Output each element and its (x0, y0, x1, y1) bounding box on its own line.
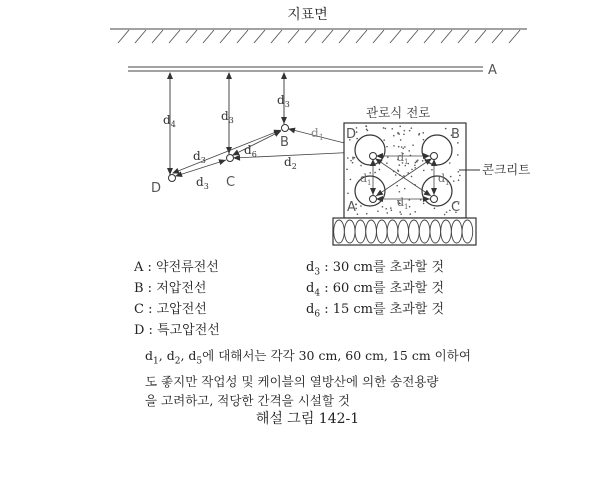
cable-d (169, 175, 176, 182)
concrete-label: 콘크리트 (482, 162, 531, 177)
duct-bank (344, 123, 466, 218)
note-line-2: 도 좋지만 작업성 및 케이블의 열방산에 의한 송전용량 (145, 373, 439, 389)
svg-text:A: A (347, 200, 356, 215)
duct-pipe-d (355, 135, 385, 165)
cable-b (282, 125, 289, 132)
legend-d4: $d_4$ : 60 cm를 초과할 것 (306, 281, 445, 299)
d6-label: $d_6$ (244, 143, 257, 159)
explanation-note (145, 346, 515, 410)
legend-c: C : 고압전선 (134, 302, 207, 317)
legend-a: A : 약전류전선 (134, 260, 219, 275)
d-label-lower: $d_2$ (284, 155, 297, 171)
line-a-label: A (488, 63, 497, 78)
duct-pipe-b (422, 135, 452, 165)
ground-hatching (110, 29, 527, 43)
note-line-1: $d_1$, $d_2$, $d_5$에 대해서는 각각 30 cm, 60 cm, 15 cm 이하여 (145, 348, 471, 367)
d3-label-3: $d_3$ (193, 149, 206, 165)
label-c: C (226, 175, 236, 190)
d3-label-4: $d_3$ (196, 175, 209, 191)
legend-d3: $d_3$ : 30 cm를 초과할 것 (306, 260, 445, 278)
line-a-cable (128, 67, 483, 71)
duct-base (333, 218, 476, 245)
cable-c (227, 155, 234, 162)
d3-label-2: $d_3$ (277, 93, 290, 109)
conduit-label: 관로식 전로 (366, 105, 431, 120)
svg-text:B: B (451, 127, 460, 142)
svg-text:d1: $d_1$ (360, 172, 372, 187)
d1-label-outer: $d_1$ (311, 126, 324, 142)
d3-label-1: $d_3$ (221, 109, 234, 125)
ground-surface-label: 지표면 (287, 7, 328, 23)
label-b: B (280, 135, 289, 150)
svg-text:D: D (346, 127, 357, 142)
figure-caption: 해설 그림 142-1 (255, 411, 360, 427)
legend-d: D : 특고압전선 (134, 323, 220, 338)
legend-b: B : 저압전선 (134, 281, 207, 296)
svg-text:C: C (451, 200, 461, 215)
svg-text:d1: $d_1$ (397, 151, 409, 166)
svg-text:d1: $d_1$ (438, 172, 450, 187)
note-line-3: 을 고려하고, 적당한 간격을 시설할 것 (145, 392, 350, 408)
svg-text:d1: $d_1$ (397, 196, 409, 211)
legend-d6: $d_6$ : 15 cm를 초과할 것 (306, 302, 445, 320)
label-d: D (151, 181, 162, 196)
d4-label: $d_4$ (163, 113, 176, 129)
